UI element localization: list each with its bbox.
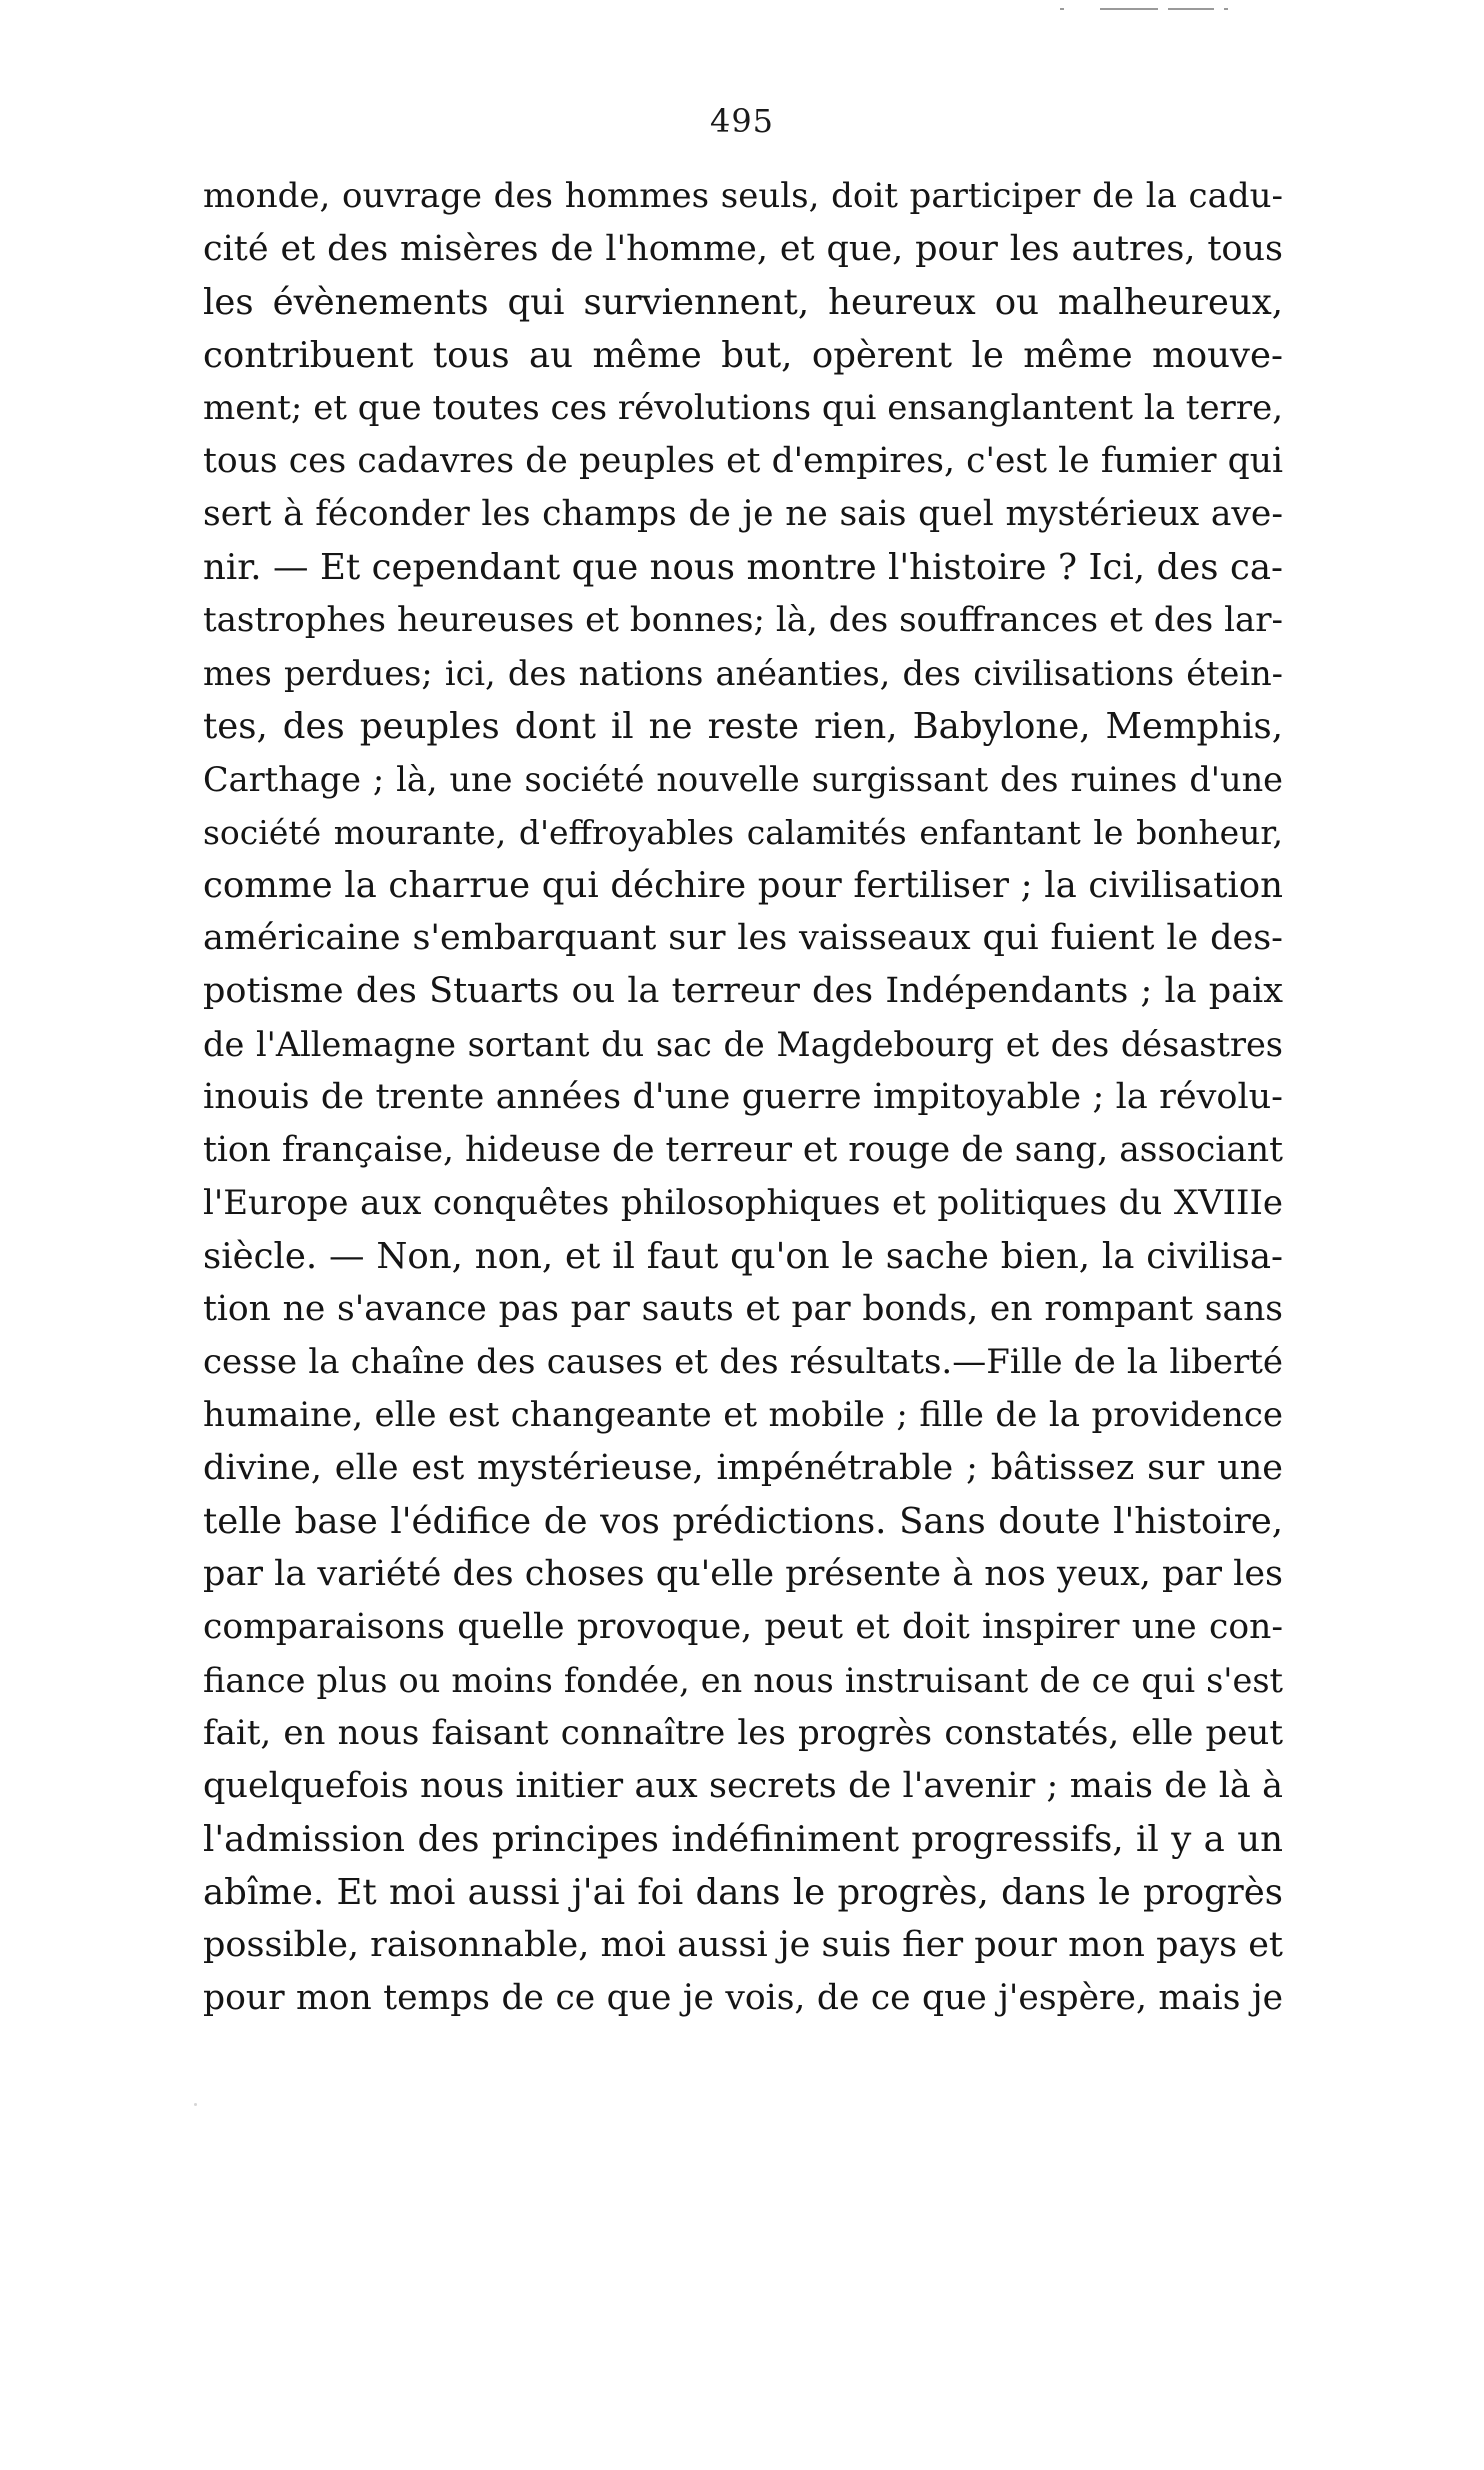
text-line: possible, raisonnable, moi aussi je suis fier pour mon pays et (203, 1925, 1283, 1965)
text-line: tous ces cadavres de peuples et d'empires, c'est le fumier qui (203, 441, 1283, 481)
text-line: Carthage ; là, une société nouvelle surgissant des ruines d'une (203, 760, 1283, 799)
scan-mark (1100, 8, 1158, 10)
text-line: cesse la chaîne des causes et des résultats.—Fille de la liberté (203, 1342, 1283, 1382)
body-text (203, 170, 1283, 2025)
text-line: l'Europe aux conquêtes philosophiques et politiques du XVIIIe (203, 1183, 1283, 1223)
text-line: tastrophes heureuses et bonnes; là, des souffrances et des lar- (203, 600, 1283, 640)
text-line: par la variété des choses qu'elle présente à nos yeux, par les (203, 1554, 1283, 1594)
text-line: comme la charrue qui déchire pour fertiliser ; la civilisation (203, 865, 1283, 906)
text-line: tes, des peuples dont il ne reste rien, Babylone, Memphis, (203, 706, 1283, 747)
text-line: divine, elle est mystérieuse, impénétrable ; bâtissez sur une (203, 1448, 1283, 1488)
text-line: fiance plus ou moins fondée, en nous instruisant de ce qui s'est (203, 1661, 1283, 1700)
text-line: abîme. Et moi aussi j'ai foi dans le progrès, dans le progrès (203, 1872, 1283, 1913)
text-line: contribuent tous au même but, opèrent le même mouve- (203, 335, 1283, 376)
text-line: société mourante, d'effroyables calamités enfantant le bonheur, (203, 813, 1283, 852)
text-line: humaine, elle est changeante et mobile ; fille de la providence (203, 1395, 1283, 1435)
scan-mark (1168, 8, 1214, 10)
text-line: pour mon temps de ce que je vois, de ce que j'espère, mais je (203, 1978, 1283, 2018)
scan-mark (1224, 8, 1228, 10)
scan-mark (1060, 8, 1064, 10)
scan-edge-marks (1060, 0, 1240, 14)
text-line: monde, ouvrage des hommes seuls, doit participer de la cadu- (203, 176, 1283, 216)
scan-speck (194, 2103, 197, 2106)
text-line: ment; et que toutes ces révolutions qui ensanglantent la terre, (203, 388, 1283, 428)
page-number: 495 (709, 102, 775, 140)
text-line: sert à féconder les champs de je ne sais quel mystérieux ave- (203, 494, 1283, 534)
text-line: inouis de trente années d'une guerre impitoyable ; la révolu- (203, 1077, 1283, 1117)
text-line: fait, en nous faisant connaître les progrès constatés, elle peut (203, 1713, 1283, 1753)
text-line: potisme des Stuarts ou la terreur des Indépendants ; la paix (203, 971, 1283, 1011)
text-line: américaine s'embarquant sur les vaisseaux qui fuient le des- (203, 918, 1283, 958)
text-line: mes perdues; ici, des nations anéanties, des civilisations étein- (203, 654, 1283, 693)
text-line: telle base l'édifice de vos prédictions. Sans doute l'histoire, (203, 1501, 1283, 1542)
text-line: comparaisons quelle provoque, peut et doit inspirer une con- (203, 1607, 1283, 1647)
text-line: tion ne s'avance pas par sauts et par bonds, en rompant sans (203, 1289, 1283, 1329)
text-line: les évènements qui surviennent, heureux ou malheureux, (203, 282, 1283, 323)
text-line: siècle. — Non, non, et il faut qu'on le sache bien, la civilisa- (203, 1236, 1283, 1277)
text-line: cité et des misères de l'homme, et que, pour les autres, tous (203, 229, 1283, 269)
text-line: quelquefois nous initier aux secrets de l'avenir ; mais de là à (203, 1766, 1283, 1806)
text-line: l'admission des principes indéfiniment progressifs, il y a un (203, 1819, 1283, 1860)
text-line: nir. — Et cependant que nous montre l'histoire ? Ici, des ca- (203, 547, 1283, 588)
text-line: de l'Allemagne sortant du sac de Magdebourg et des désastres (203, 1025, 1283, 1064)
text-line: tion française, hideuse de terreur et rouge de sang, associant (203, 1130, 1283, 1170)
